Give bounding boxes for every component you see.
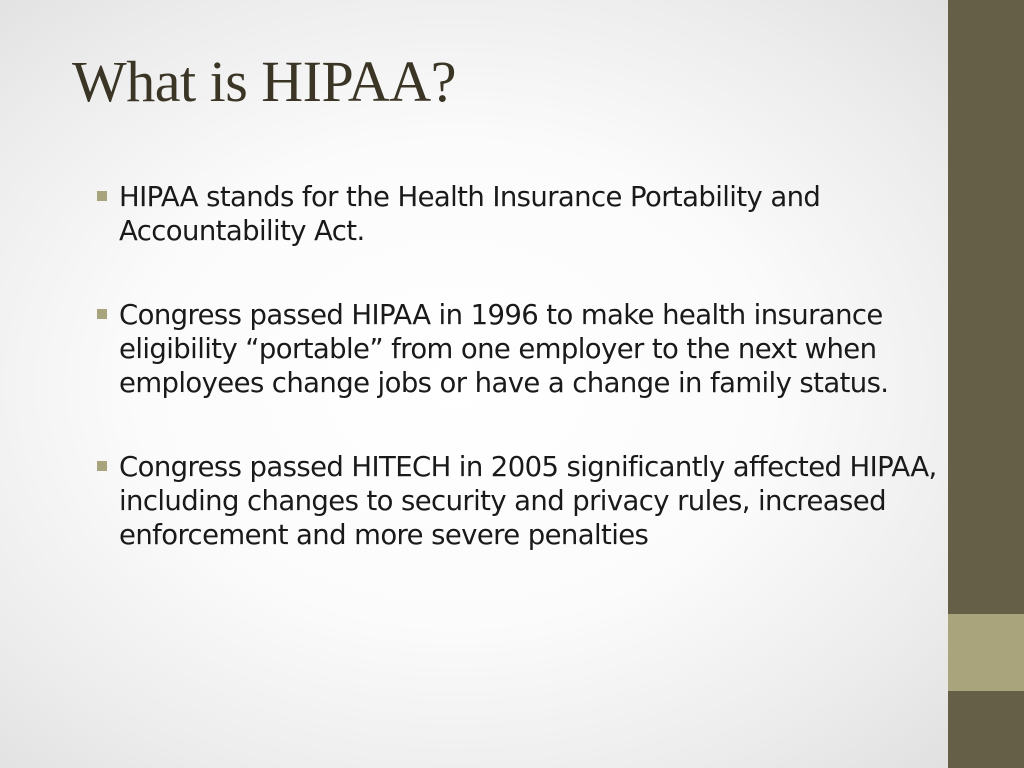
square-bullet-icon [97,191,107,201]
bullet-text: Congress passed HITECH in 2005 significantly affected HIPAA, including changes to security and privacy rules, increased enforcement and more severe penalties [119,451,937,551]
bullet-item [93,180,938,248]
bullet-list [93,180,938,602]
slide-title: What is HIPAA? [72,49,456,114]
square-bullet-icon [97,461,107,471]
square-bullet-icon [97,309,107,319]
bullet-text: Congress passed HIPAA in 1996 to make health insurance eligibility “portable” from one employer to the next when employees change jobs or have a change in family status. [119,299,889,399]
side-accent-decoration [948,614,1024,691]
bullet-text: HIPAA stands for the Health Insurance Portability and Accountability Act. [119,181,821,247]
bullet-item [93,298,938,400]
bullet-item [93,450,938,552]
